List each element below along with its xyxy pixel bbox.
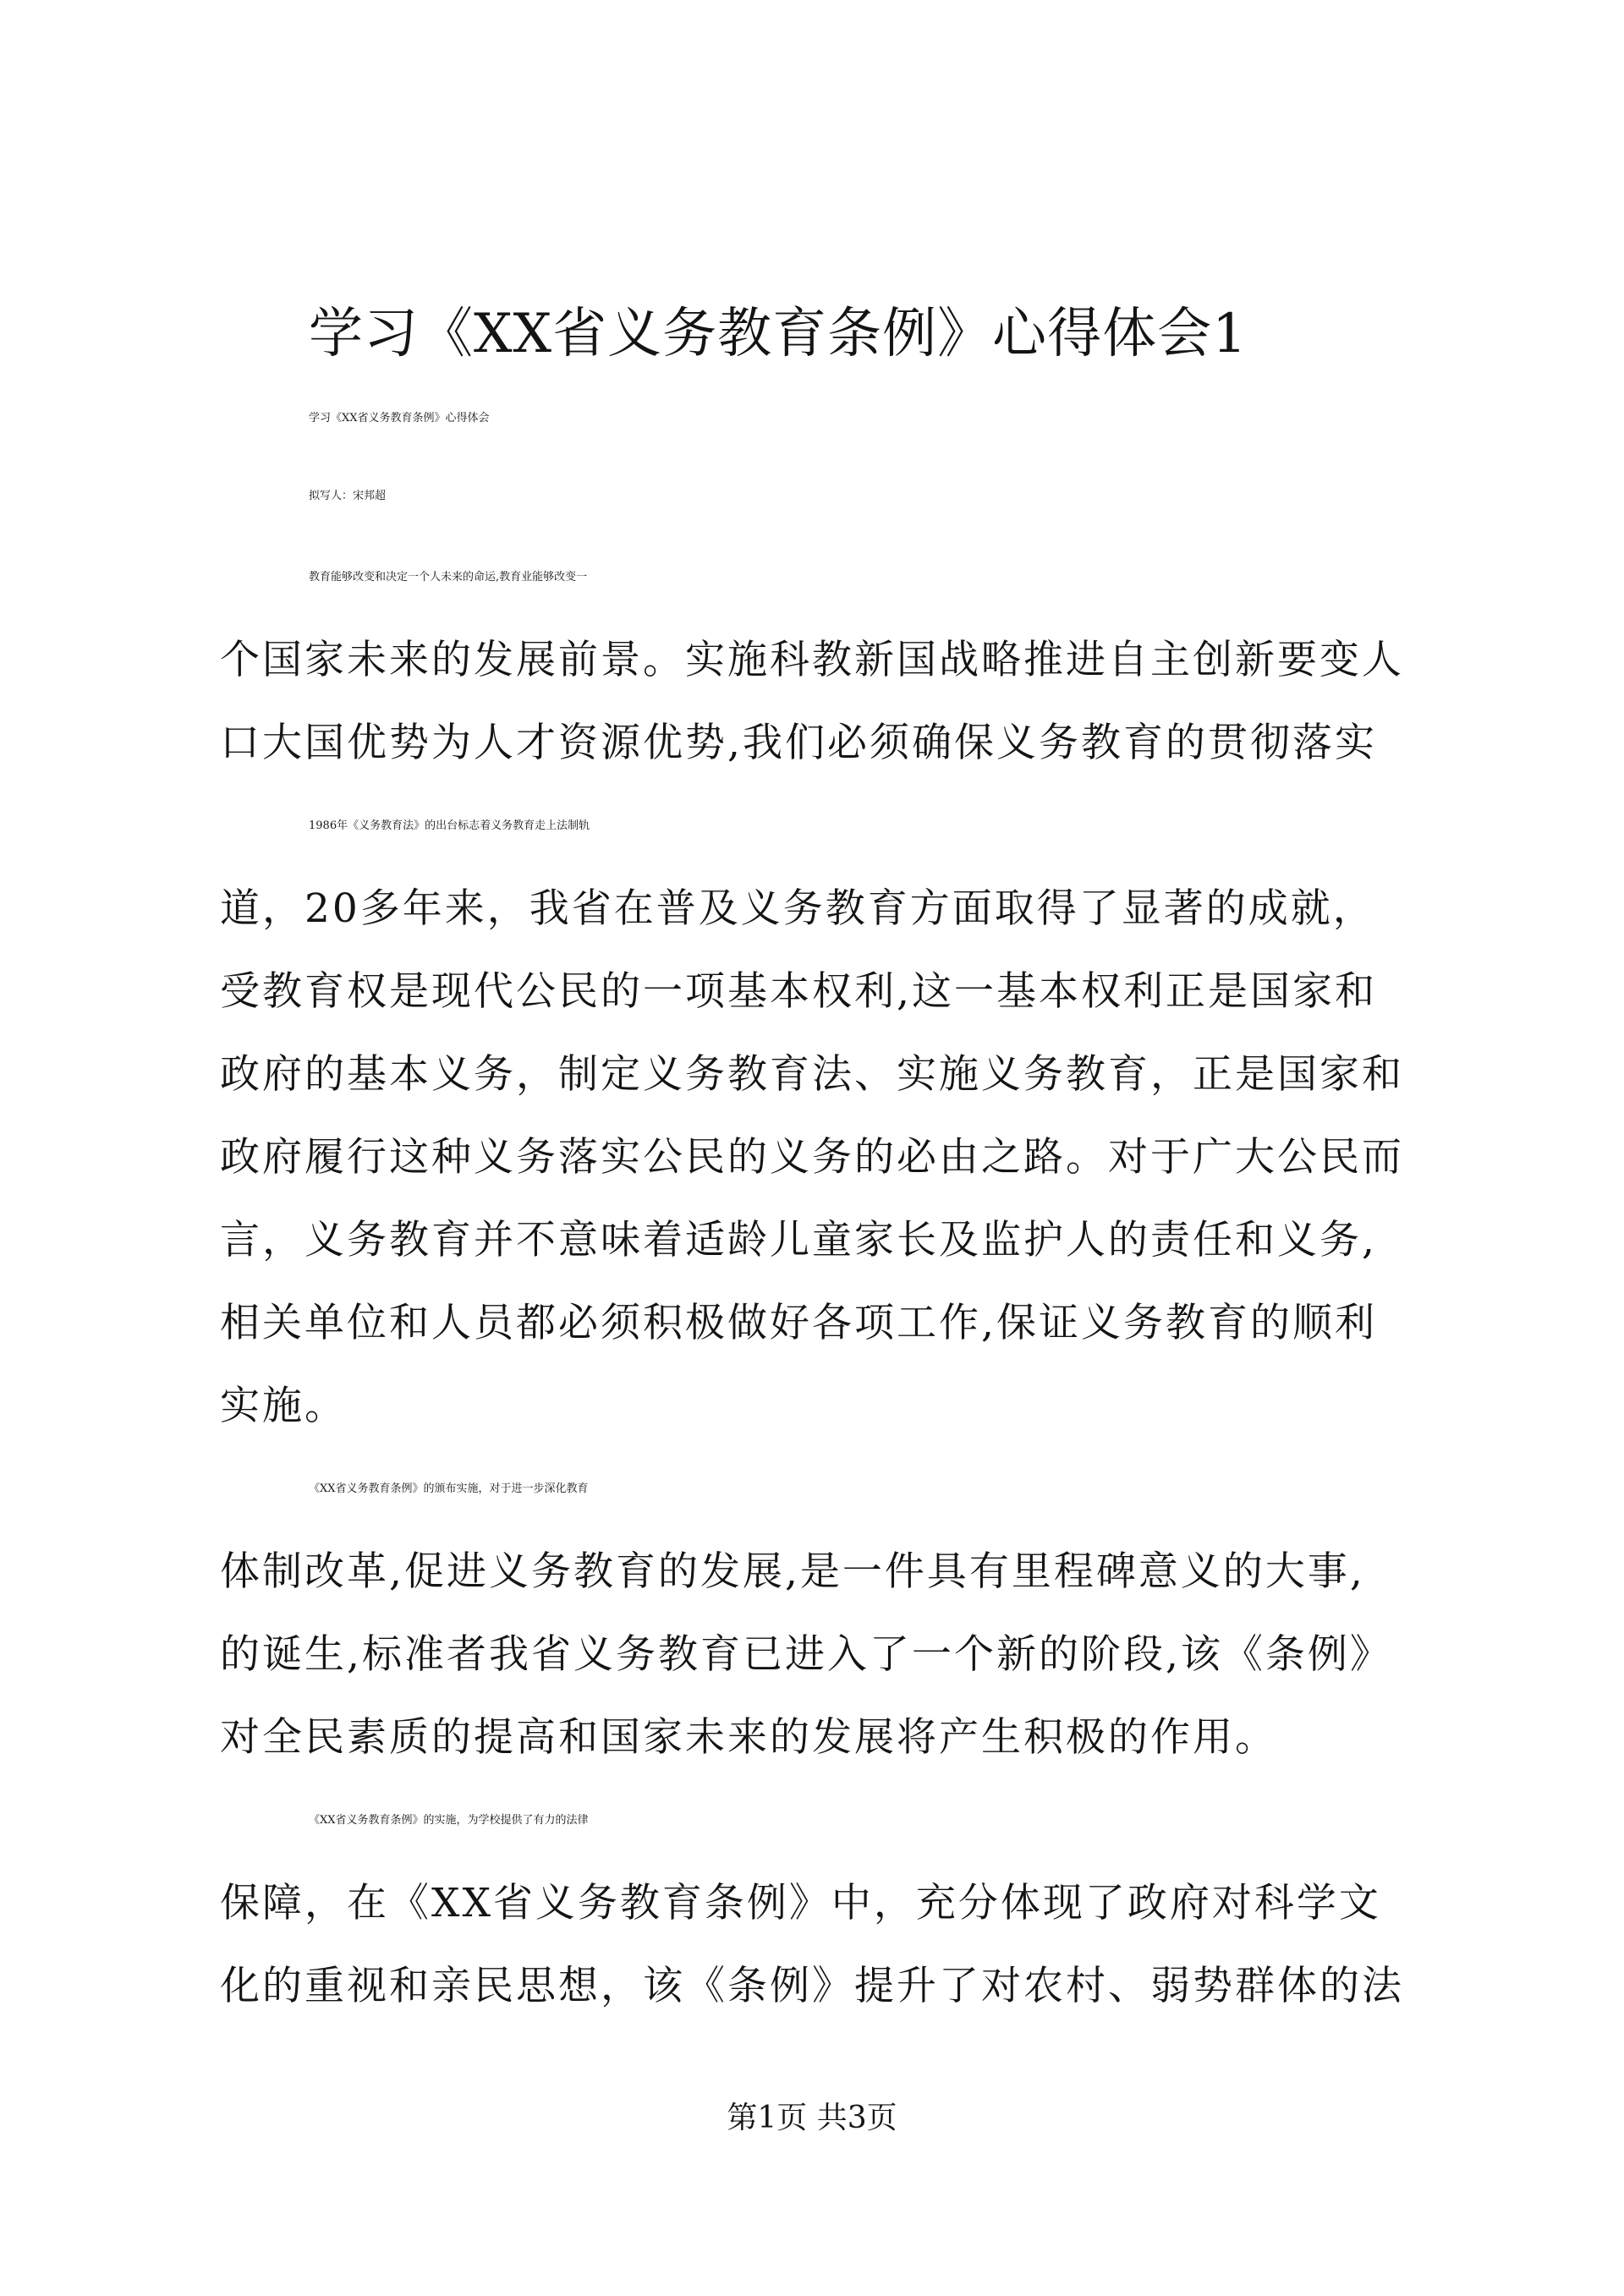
subtitle-line: 学习《XX省义务教育条例》心得体会 — [309, 412, 490, 425]
paragraph-line: 化的重视和亲民思想，该《条例》提升了对农村、弱势群体的法 — [220, 1963, 1404, 2009]
paragraph-line: 口大国优势为人才资源优势,我们必须确保义务教育的贯彻落实 — [220, 720, 1377, 766]
paragraph-line: 个国家未来的发展前景。实施科教新国战略推进自主创新要变人 — [220, 637, 1404, 683]
paragraph-line: 道，20多年来，我省在普及义务教育方面取得了显著的成就， — [220, 885, 1375, 932]
paragraph-line: 1986年《义务教育法》的出台标志着义务教育走上法制轨 — [309, 819, 590, 832]
paragraph-line: 实施。 — [220, 1383, 347, 1429]
paragraph-line: 政府履行这种义务落实公民的义务的必由之路。对于广大公民而 — [220, 1134, 1404, 1181]
paragraph-line: 教育能够改变和决定一个人未来的命运,教育业能够改变一 — [309, 571, 588, 584]
paragraph-line: 体制改革,促进义务教育的发展,是一件具有里程碑意义的大事, — [220, 1548, 1365, 1595]
paragraph-line: 《XX省义务教育条例》的颁布实施，对于进一步深化教育 — [309, 1482, 589, 1495]
paragraph-line: 保障，在《XX省义务教育条例》中，充分体现了政府对科学文 — [220, 1880, 1381, 1926]
paragraph-line: 相关单位和人员都必须积极做好各项工作,保证义务教育的顺利 — [220, 1300, 1377, 1346]
paragraph-line: 政府的基本义务，制定义务教育法、实施义务教育，正是国家和 — [220, 1051, 1404, 1098]
author-line: 拟写人：宋邦超 — [309, 490, 387, 502]
paragraph-line: 言，义务教育并不意味着适龄儿童家长及监护人的责任和义务, — [220, 1217, 1377, 1263]
paragraph-line: 的诞生,标准者我省义务教育已进入了一个新的阶段,该《条例》 — [220, 1631, 1392, 1678]
page-footer: 第1页 共3页 — [727, 2101, 897, 2135]
paragraph-line: 对全民素质的提高和国家未来的发展将产生积极的作用。 — [220, 1714, 1277, 1761]
document-title: 学习《XX省义务教育条例》心得体会1 — [309, 303, 1248, 365]
paragraph-line: 受教育权是现代公民的一项基本权利,这一基本权利正是国家和 — [220, 968, 1377, 1015]
paragraph-line: 《XX省义务教育条例》的实施，为学校提供了有力的法律 — [309, 1814, 589, 1827]
